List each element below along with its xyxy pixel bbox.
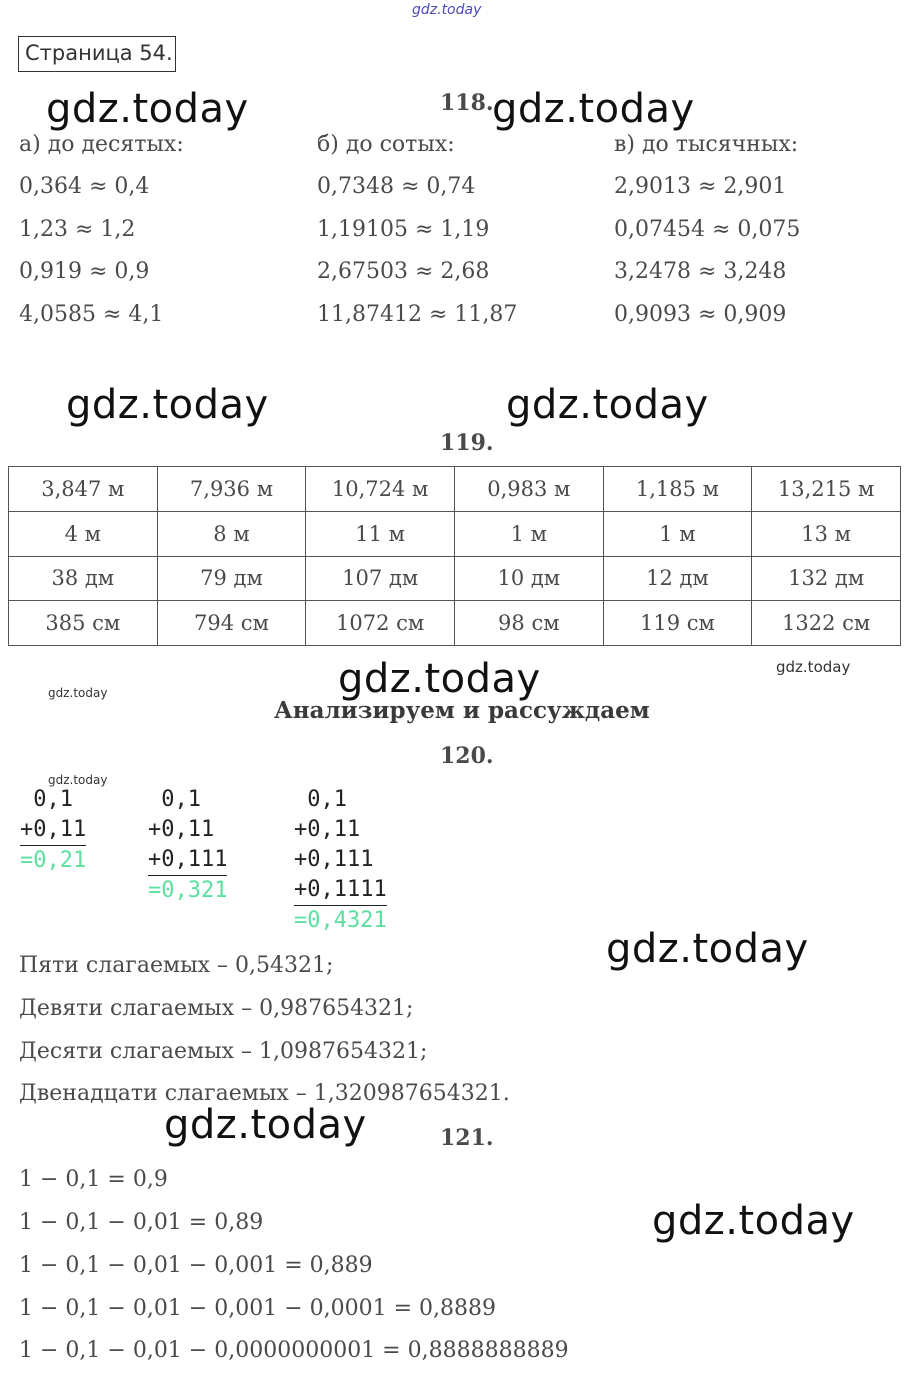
task-118-col-c-row: 0,07454 ≈ 0,075 — [614, 217, 801, 242]
task-118-col-a-title: а) до десятых: — [19, 132, 184, 157]
table-cell: 1 м — [603, 511, 752, 556]
watermark: gdz.today — [506, 382, 709, 428]
watermark: gdz.today — [606, 926, 809, 972]
watermark-small: gdz.today — [776, 658, 851, 676]
sum-term: +0,11 — [294, 817, 361, 842]
table-cell: 794 см — [157, 601, 306, 646]
sum-term: +0,11 — [20, 817, 87, 842]
table-cell: 79 дм — [157, 556, 306, 601]
equation-line: 1 − 0,1 − 0,01 − 0,001 = 0,889 — [19, 1253, 373, 1278]
task-121-number: 121. — [440, 1125, 494, 1151]
task-118-col-b-row: 2,67503 ≈ 2,68 — [317, 259, 490, 284]
table-cell: 4 м — [9, 511, 158, 556]
statement-line: Девяти слагаемых – 0,987654321; — [19, 996, 414, 1021]
sum-term: 0,1 — [294, 787, 347, 812]
table-cell: 385 см — [9, 601, 158, 646]
sum-term: 0,1 — [148, 787, 201, 812]
table-cell: 1,185 м — [603, 467, 752, 512]
table-cell: 13 м — [752, 511, 901, 556]
table-cell: 0,983 м — [454, 467, 603, 512]
task-119-number: 119. — [440, 430, 494, 456]
task-118-col-c-row: 3,2478 ≈ 3,248 — [614, 259, 787, 284]
watermark: gdz.today — [66, 382, 269, 428]
sum-term: +0,11 — [148, 817, 215, 842]
watermark: gdz.today — [338, 656, 541, 702]
equation-line: 1 − 0,1 − 0,01 − 0,001 − 0,0001 = 0,8889 — [19, 1296, 497, 1321]
equation-line: 1 − 0,1 = 0,9 — [19, 1167, 168, 1192]
task-118-col-b-title: б) до сотых: — [317, 132, 455, 157]
task-118-col-b-row: 0,7348 ≈ 0,74 — [317, 174, 476, 199]
watermark: gdz.today — [164, 1102, 367, 1148]
sum-term: +0,111 — [294, 847, 374, 872]
table-cell: 3,847 м — [9, 467, 158, 512]
sum-result: =0,21 — [20, 845, 86, 876]
table-row — [9, 467, 901, 512]
table-cell: 8 м — [157, 511, 306, 556]
watermark: gdz.today — [492, 86, 695, 132]
table-cell: 7,936 м — [157, 467, 306, 512]
statement-line: Двенадцати слагаемых – 1,320987654321. — [19, 1081, 510, 1106]
task-120-number: 120. — [440, 743, 494, 769]
table-row — [9, 556, 901, 601]
table-cell: 1 м — [454, 511, 603, 556]
table-cell: 13,215 м — [752, 467, 901, 512]
conversion-table — [8, 466, 901, 646]
table-cell: 12 дм — [603, 556, 752, 601]
watermark-top: gdz.today — [412, 2, 482, 18]
table-cell: 1322 см — [752, 601, 901, 646]
statement-line: Десяти слагаемых – 1,0987654321; — [19, 1039, 428, 1064]
watermark: gdz.today — [46, 86, 249, 132]
sum-column-2 — [148, 785, 227, 906]
task-118-col-a-row: 0,919 ≈ 0,9 — [19, 259, 150, 284]
page-label: Страница 54. — [18, 36, 176, 72]
table-cell: 10,724 м — [306, 467, 455, 512]
task-118-number: 118. — [440, 90, 494, 116]
sum-result: =0,4321 — [294, 905, 387, 936]
sum-term: +0,1111 — [294, 877, 387, 902]
statement-line: Пяти слагаемых – 0,54321; — [19, 953, 334, 978]
sum-column-3 — [294, 785, 387, 936]
sum-column-1 — [20, 785, 86, 876]
sum-term: 0,1 — [20, 787, 73, 812]
table-cell: 107 дм — [306, 556, 455, 601]
watermark-small: gdz.today — [48, 773, 108, 787]
table-cell: 10 дм — [454, 556, 603, 601]
table-cell: 132 дм — [752, 556, 901, 601]
task-118-col-c-title: в) до тысячных: — [614, 132, 799, 157]
table-row — [9, 511, 901, 556]
table-cell: 1072 см — [306, 601, 455, 646]
task-118-col-a-row: 4,0585 ≈ 4,1 — [19, 302, 164, 327]
watermark: gdz.today — [652, 1198, 855, 1244]
task-118-col-a-row: 0,364 ≈ 0,4 — [19, 174, 150, 199]
task-118-col-c-row: 0,9093 ≈ 0,909 — [614, 302, 787, 327]
table-row — [9, 601, 901, 646]
watermark-small: gdz.today — [48, 686, 108, 700]
table-cell: 98 см — [454, 601, 603, 646]
task-118-col-c-row: 2,9013 ≈ 2,901 — [614, 174, 787, 199]
task-118-col-b-row: 1,19105 ≈ 1,19 — [317, 217, 490, 242]
table-cell: 11 м — [306, 511, 455, 556]
task-118-col-b-row: 11,87412 ≈ 11,87 — [317, 302, 518, 327]
task-118-col-a-row: 1,23 ≈ 1,2 — [19, 217, 136, 242]
sum-term: +0,111 — [148, 847, 228, 872]
sum-result: =0,321 — [148, 875, 227, 906]
equation-line: 1 − 0,1 − 0,01 = 0,89 — [19, 1210, 264, 1235]
table-cell: 119 см — [603, 601, 752, 646]
equation-line: 1 − 0,1 − 0,01 − 0,0000000001 = 0,8888888889 — [19, 1338, 569, 1363]
section-heading: Анализируем и рассуждаем — [274, 697, 650, 724]
table-cell: 38 дм — [9, 556, 158, 601]
